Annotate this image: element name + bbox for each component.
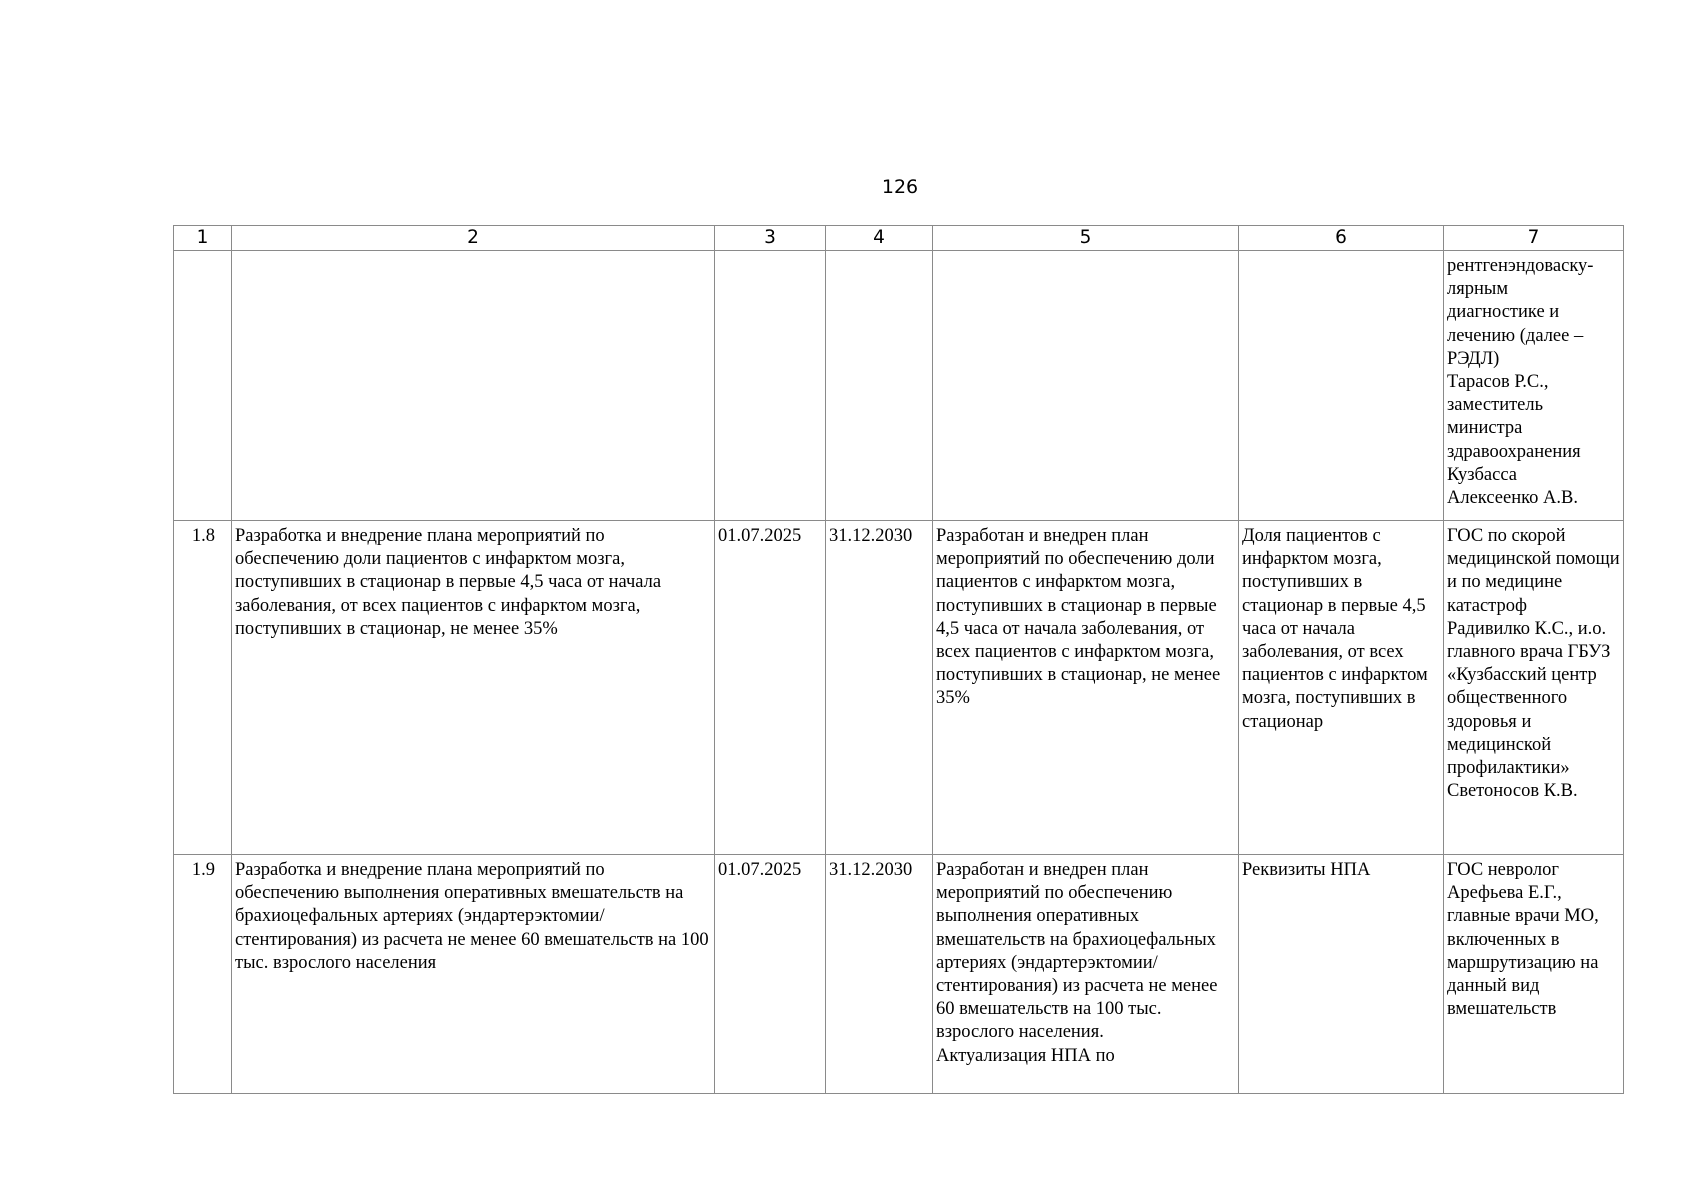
- start-date-cell: 01.07.2025: [715, 855, 826, 1094]
- activity-name-cell: [232, 251, 715, 521]
- plan-table: [173, 225, 1624, 1094]
- table-row: [174, 251, 1624, 521]
- header-cell-6: 6: [1239, 226, 1444, 251]
- result-cell: Разработан и внедрен план мероприятий по обеспечению выполнения оперативных вмешательств на брахиоцефальных артериях (эндартерэктомии/стентирования) из расчета не менее 60 вмешательств на 100 тыс. взрослого населения. Актуализация НПА по: [933, 855, 1239, 1094]
- result-cell: [933, 251, 1239, 521]
- responsible-cell: ГОС по скорой медицинской помощи и по медицине катастроф Радивилко К.С., и.о. главного врача ГБУЗ «Кузбасский центр общественного здоровья и медицинской профилактики» Светоносов К.В.: [1444, 521, 1624, 855]
- activity-name-cell: Разработка и внедрение плана мероприятий по обеспечению выполнения оперативных вмешательств на брахиоцефальных артериях (эндартерэктомии/ стентирования) из расчета не менее 60 вмешательств на 100 тыс. взрослого населения: [232, 855, 715, 1094]
- table-header-row: [174, 226, 1624, 251]
- activity-name-cell: Разработка и внедрение плана мероприятий по обеспечению доли пациентов с инфарктом мозга, поступивших в стационар в первые 4,5 часа от начала заболевания, от всех пациентов с инфарктом мозга, поступивших в стационар, не менее 35%: [232, 521, 715, 855]
- indicator-cell: [1239, 251, 1444, 521]
- header-cell-4: 4: [826, 226, 933, 251]
- row-number-cell: [174, 251, 232, 521]
- responsible-cell: ГОС невролог Арефьева Е.Г., главные врачи МО, включенных в маршрутизацию на данный вид вмешательств: [1444, 855, 1624, 1094]
- header-cell-2: 2: [232, 226, 715, 251]
- end-date-cell: 31.12.2030: [826, 521, 933, 855]
- row-number-cell: 1.9: [174, 855, 232, 1094]
- header-cell-3: 3: [715, 226, 826, 251]
- end-date-cell: [826, 251, 933, 521]
- end-date-cell: 31.12.2030: [826, 855, 933, 1094]
- indicator-cell: Реквизиты НПА: [1239, 855, 1444, 1094]
- result-cell: Разработан и внедрен план мероприятий по обеспечению доли пациентов с инфарктом мозга, поступивших в стационар в первые 4,5 часа от начала заболевания, от всех пациентов с инфарктом мозга, поступивших в стационар, не менее 35%: [933, 521, 1239, 855]
- header-cell-1: 1: [174, 226, 232, 251]
- start-date-cell: [715, 251, 826, 521]
- page-number: 126: [881, 176, 919, 198]
- table-row: [174, 855, 1624, 1094]
- row-number-cell: 1.8: [174, 521, 232, 855]
- indicator-cell: Доля пациентов с инфарктом мозга, поступивших в стационар в первые 4,5 часа от начала заболевания, от всех пациентов с инфарктом мозга, поступивших в стационар: [1239, 521, 1444, 855]
- start-date-cell: 01.07.2025: [715, 521, 826, 855]
- header-cell-7: 7: [1444, 226, 1624, 251]
- table-row: [174, 521, 1624, 855]
- responsible-cell: рентгенэндоваску- лярным диагностике и лечению (далее – РЭДЛ) Тарасов Р.С., заместитель министра здравоохранения Кузбасса Алексеенко А.В.: [1444, 251, 1624, 521]
- header-cell-5: 5: [933, 226, 1239, 251]
